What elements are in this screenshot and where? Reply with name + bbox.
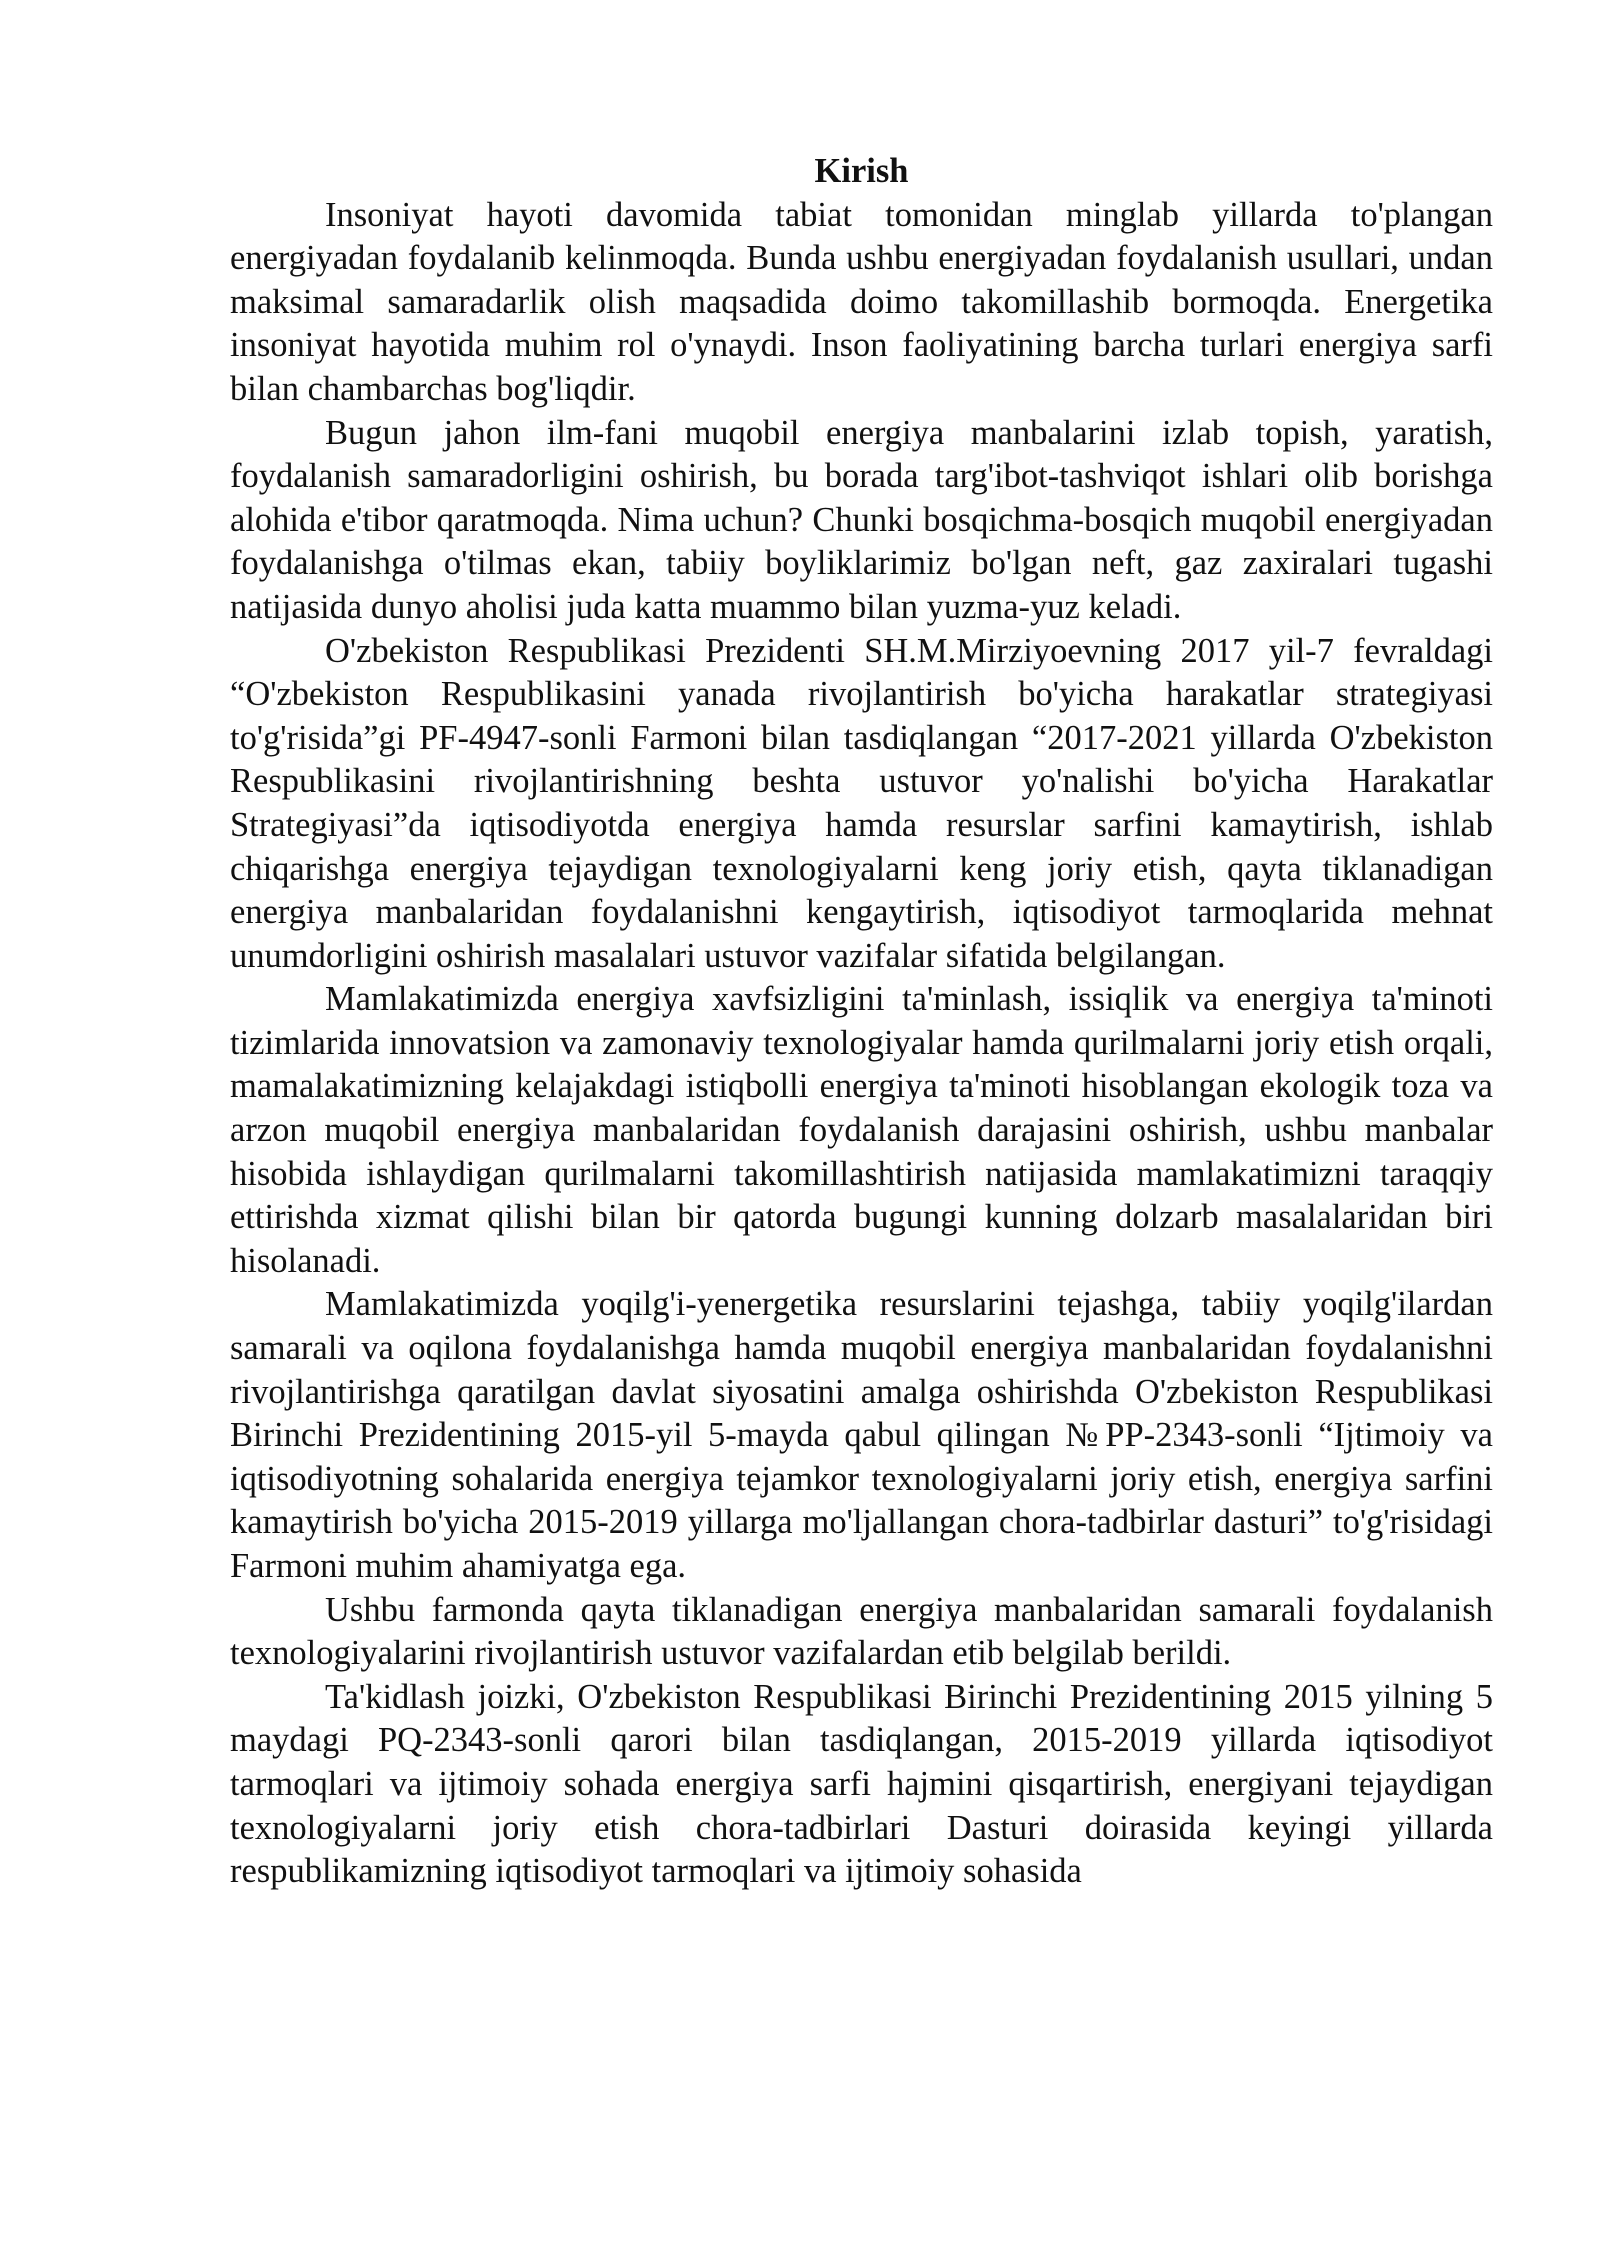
paragraph-2: Bugun jahon ilm-fani muqobil energiya manbalarini izlab topish, yaratish, foydalanish samaradorligini oshirish, bu borada targ'ibot-tashviqot ishlari olib borishga alohida e'tibor qaratmoqda. Nima uchun? Chunki bosqichma-bosqich muqobil energiyadan foydalanishga o'tilmas ekan, tabiiy boyliklarimiz bo'lgan neft, gaz zaxiralari tugashi natijasida dunyo aholisi juda katta muammo bilan yuzma-yuz keladi. [230, 413, 1493, 626]
document-title: Kirish [814, 152, 909, 190]
paragraph-4: Mamlakatimizda energiya xavfsizligini ta'minlash, issiqlik va energiya ta'minoti tizimlarida innovatsion va zamonaviy texnologiyalar hamda qurilmalarni joriy etish orqali, mamalakatimizning kelajakdagi istiqbolli energiya ta'minoti hisoblangan ekologik toza va arzon muqobil energiya manbalaridan foydalanish darajasini oshirish, ushbu manbalar hisobida ishlaydigan qurilmalarni takomillashtirish natijasida mamlakatimizni taraqqiy ettirishda xizmat qilishi bilan bir qatorda bugungi kunning dolzarb masalalaridan biri hisolanadi. [230, 980, 1493, 1280]
document-page [230, 150, 1493, 1894]
paragraph-5: Mamlakatimizda yoqilg'i-yenergetika resurslarini tejashga, tabiiy yoqilg'ilardan samarali va oqilona foydalanishga hamda muqobil energiya manbalaridan foydalanishni rivojlantirishga qaratilgan davlat siyosatini amalga oshirishda O'zbekiston Respublikasi Birinchi Prezidentining 2015-yil 5-mayda qabul qilingan №PP-2343-sonli “Ijtimoiy va iqtisodiyotning sohalarida energiya tejamkor texnologiyalarni joriy etish, energiya sarfini kamaytirish bo'yicha 2015-2019 yillarga mo'ljallangan chora-tadbirlar dasturi” to'g'risidagi Farmoni muhim ahamiyatga ega. [230, 1285, 1493, 1585]
paragraph-7: Ta'kidlash joizki, O'zbekiston Respublikasi Birinchi Prezidentining 2015 yilning 5 maydagi PQ-2343-sonli qarori bilan tasdiqlangan, 2015-2019 yillarda iqtisodiyot tarmoqlari va ijtimoiy sohada energiya sarfi hajmini qisqartirish, energiyani tejaydigan texnologiyalarni joriy etish chora-tadbirlari Dasturi doirasida keyingi yillarda respublikamizning iqtisodiyot tarmoqlari va ijtimoiy sohasida [230, 1677, 1493, 1891]
paragraph-6: Ushbu farmonda qayta tiklanadigan energiya manbalaridan samarali foydalanish texnologiyalarini rivojlantirish ustuvor vazifalardan etib belgilab berildi. [230, 1590, 1493, 1673]
paragraph-1: Insoniyat hayoti davomida tabiat tomonidan minglab yillarda to'plangan energiyadan foydalanib kelinmoqda. Bunda ushbu energiyadan foydalanish usullari, undan maksimal samaradarlik olish maqsadida doimo takomillashib bormoqda. Energetika insoniyat hayotida muhim rol o'ynaydi. Inson faoliyatining barcha turlari energiya sarfi bilan chambarchas bog'liqdir. [230, 195, 1493, 408]
paragraph-3: O'zbekiston Respublikasi Prezidenti SH.M.Mirziyoevning 2017 yil-7 fevraldagi “O'zbekiston Respublikasini yanada rivojlantirish bo'yicha harakatlar strategiyasi to'g'risida”gi PF-4947-sonli Farmoni bilan tasdiqlangan “2017-2021 yillarda O'zbekiston Respublikasini rivojlantirishning beshta ustuvor yo'nalishi bo'yicha Harakatlar Strategiyasi”da iqtisodiyotda energiya hamda resurslar sarfini kamaytirish, ishlab chiqarishga energiya tejaydigan texnologiyalarni keng joriy etish, qayta tiklanadigan energiya manbalaridan foydalanishni kengaytirish, iqtisodiyot tarmoqlarida mehnat unumdorligini oshirish masalalari ustuvor vazifalar sifatida belgilangan. [230, 631, 1493, 975]
